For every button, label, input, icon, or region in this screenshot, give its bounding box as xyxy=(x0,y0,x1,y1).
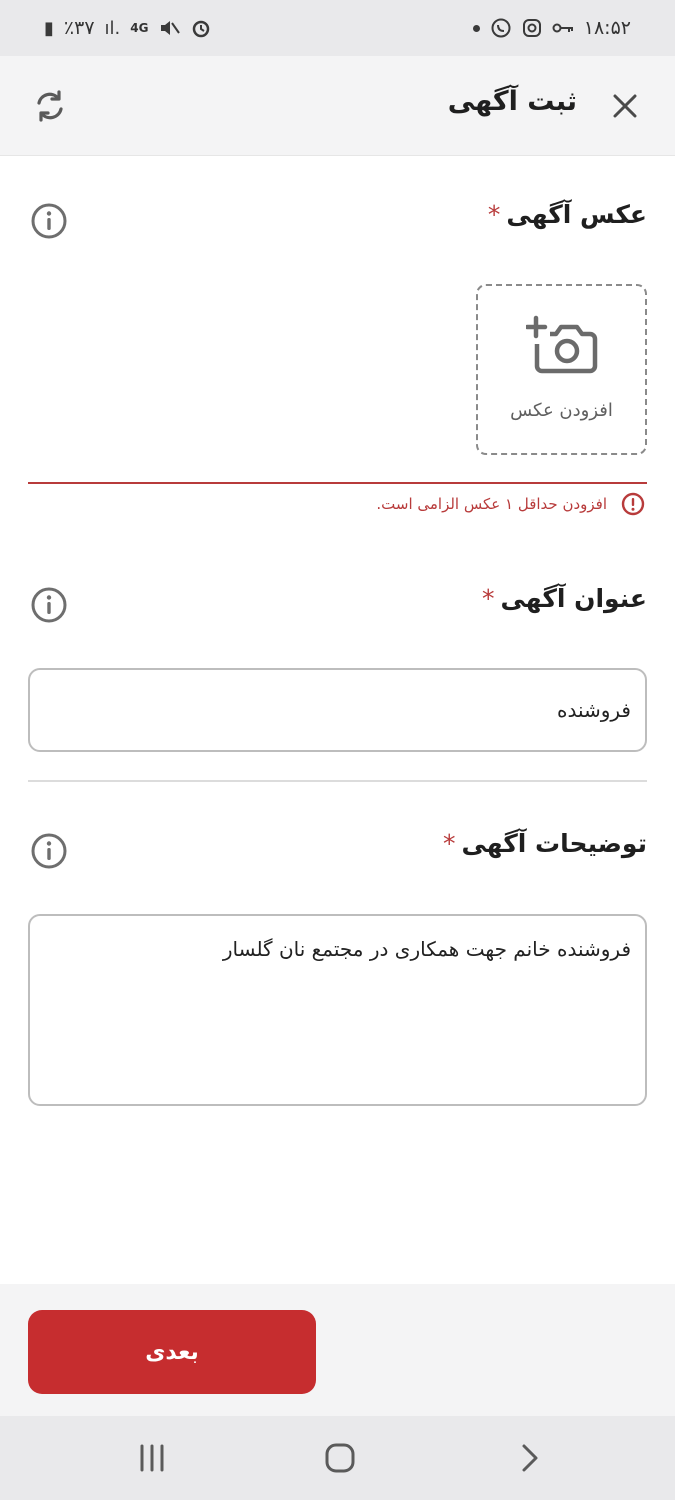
ad-description-value: فروشنده خانم جهت همکاری در مجتمع نان گلسار xyxy=(222,937,631,961)
photo-title-text: عکس آگهی xyxy=(506,200,647,229)
home-icon[interactable] xyxy=(322,1440,358,1476)
vpn-key-icon xyxy=(552,21,574,35)
required-mark: * xyxy=(442,829,456,858)
status-right xyxy=(473,17,631,39)
recent-apps-icon[interactable] xyxy=(134,1440,170,1476)
alarm-icon xyxy=(190,17,212,39)
refresh-icon[interactable] xyxy=(30,86,70,126)
instagram-icon xyxy=(522,18,542,38)
info-icon[interactable] xyxy=(30,586,68,624)
photo-section-title xyxy=(488,200,647,229)
battery-level: ٪۳۷ xyxy=(63,17,95,39)
clock: ۱۸:۵۲ xyxy=(583,17,631,39)
error-message: افزودن حداقل ۱ عکس الزامی است. xyxy=(376,495,607,513)
notification-dot-icon xyxy=(473,25,480,32)
add-photo-label: افزودن عکس xyxy=(510,400,613,421)
next-button[interactable]: بعدی xyxy=(28,1310,316,1394)
whatsapp-icon xyxy=(490,17,512,39)
title-section-title xyxy=(482,584,647,613)
ad-description-textarea[interactable] xyxy=(28,914,647,1106)
required-mark: * xyxy=(487,200,501,229)
add-photo-camera-icon xyxy=(526,312,600,376)
description-label-text: توضیحات آگهی xyxy=(461,829,647,858)
page-title: ثبت آگهی xyxy=(447,86,577,117)
info-icon[interactable] xyxy=(30,202,68,240)
ad-title-input[interactable] xyxy=(28,668,647,752)
required-mark: * xyxy=(482,584,495,613)
description-section-title xyxy=(443,829,647,858)
divider xyxy=(28,780,647,782)
signal-icon: ıl. xyxy=(104,17,121,39)
mute-icon xyxy=(158,18,180,38)
error-underline xyxy=(28,482,647,484)
app-bar xyxy=(0,56,675,156)
bottom-action-bar xyxy=(0,1284,675,1416)
status-left xyxy=(44,17,212,39)
photo-error xyxy=(376,492,645,516)
ad-title-value: فروشنده xyxy=(556,698,631,722)
battery-icon: ▮ xyxy=(44,17,54,39)
system-navigation-bar xyxy=(0,1416,675,1500)
network-type: 4G xyxy=(130,21,149,35)
back-chevron-icon[interactable] xyxy=(512,1440,548,1476)
close-icon[interactable] xyxy=(609,90,641,122)
status-bar xyxy=(0,0,675,56)
title-label-text: عنوان آگهی xyxy=(500,584,647,613)
error-icon xyxy=(621,492,645,516)
info-icon[interactable] xyxy=(30,832,68,870)
add-photo-button[interactable] xyxy=(476,284,647,455)
